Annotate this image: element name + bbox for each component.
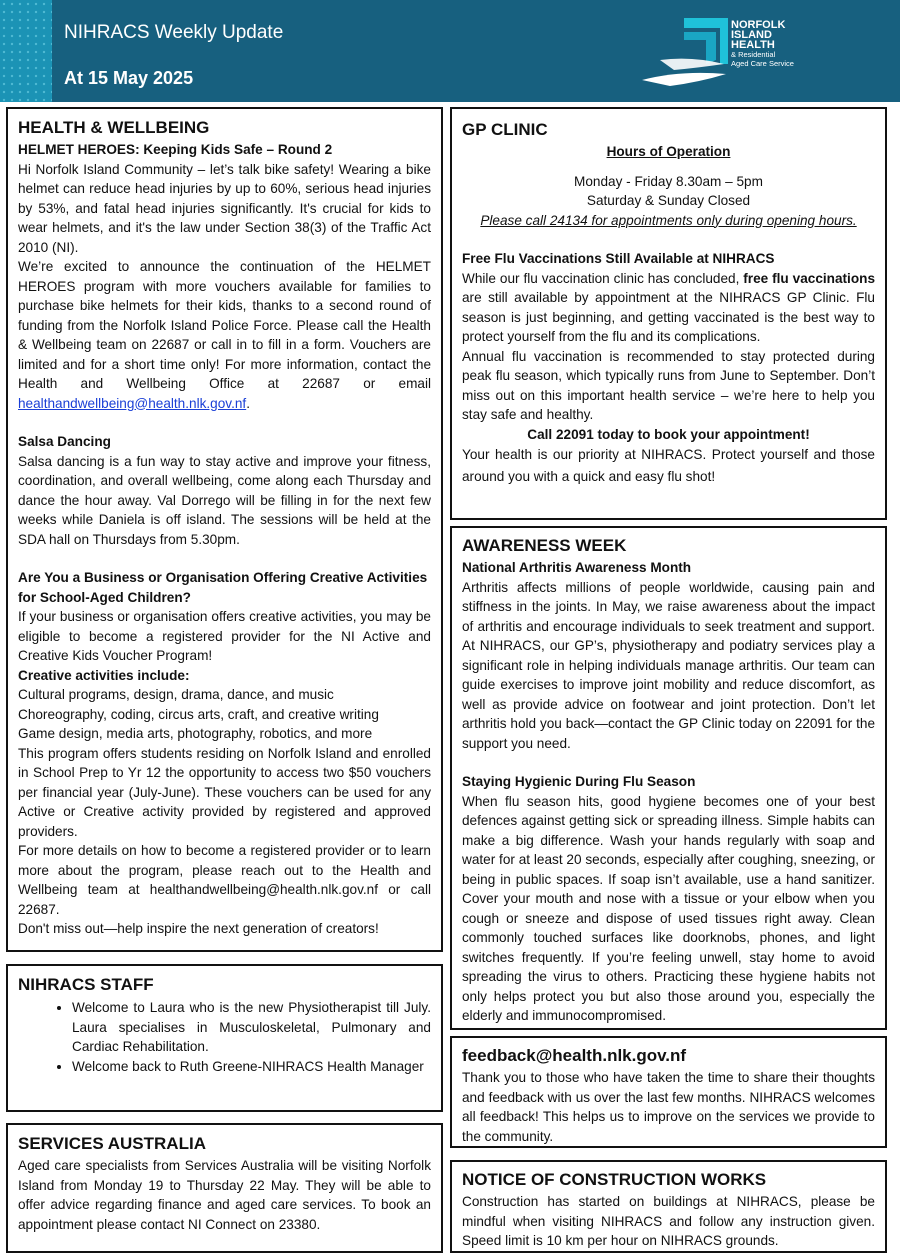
staff-section: [6, 964, 443, 1112]
logo-wordmark: NORFOLK ISLAND HEALTH & Residential Aged Care Service: [731, 19, 794, 68]
hours-title: Hours of Operation: [606, 144, 731, 159]
gp-clinic-section: [450, 107, 887, 520]
creative-paragraph-2: This program offers students residing on Norfolk Island and enrolled in School Prep to Yr 12 the opportunity to access two $50 vouchers per financial year (July-June). These vouchers can be used for any Active or Creative activity provided by registered and approved providers.: [18, 745, 431, 839]
feedback-section: [450, 1036, 887, 1148]
creative-paragraph-4: Don't miss out—help inspire the next generation of creators!: [18, 921, 379, 936]
wellbeing-email-link[interactable]: healthandwellbeing@health.nlk.gov.nf: [18, 395, 247, 411]
arthritis-paragraph: Arthritis affects millions of people worldwide, causing pain and stiffness in the joints. In May, we raise awareness about the impact of arthritis and encourage individuals to seek treatment and support. At NIHRACS, our GP’s, physiotherapy and podiatry services play a significant role in helping individuals manage arthritis. Our team can guide exercises to improve joint mobility and reduce discomfort, as well as provide advice on footwear and joint protection. Don’t let arthritis hold you back—contact the GP Clinic today on 22091 for the support you need.: [462, 579, 875, 751]
page-header: [0, 0, 900, 102]
section-heading: NIHRACS STAFF: [18, 975, 154, 994]
section-heading: SERVICES AUSTRALIA: [18, 1134, 206, 1153]
staff-item: • Welcome to Laura who is the new Physiotherapist till July. Laura specialises in Musculoskeletal, Pulmonary and Cardiac Rehabilitation.: [72, 998, 431, 1057]
flu-paragraph-3: Your health is our priority at NIHRACS. Protect yourself and those around you with a quick and easy flu shot!: [462, 447, 875, 484]
hours-note: Please call 24134 for appointments only during opening hours.: [480, 212, 857, 228]
feedback-paragraph: Thank you to those who have taken the time to share their thoughts and feedback with us over the last few months. NIHRACS welcomes all feedback! This helps us to improve on the services we provide to the community.: [462, 1070, 875, 1144]
helmet-heroes-paragraph-2: We’re excited to announce the continuation of the HELMET HEROES program with more vouchers available for families to purchase bike helmets for their kids, thanks to a second round of funding from the Norfolk Island Police Force. Please call the Health & Wellbeing team on 22687 or call in to fill in a form. Vouchers are limited and for a short time only! For more information, contact the Health and Wellbeing Office at 22687 or email healthandwellbeing@health.nlk.gov.nf.: [18, 259, 431, 411]
hygiene-paragraph: When flu season hits, good hygiene becomes one of your best defences against getting sick or spreading illness. Simple habits can make a big difference. Wash your hands regularly with soap and water for at least 20 seconds, especially after coughing, sneezing, or being in public spaces. If soap isn’t available, use a hand sanitizer. Cover your mouth and nose with a tissue or your elbow when you cough or sneeze and dispose of used tissues right away. Clean commonly touched surfaces like doorknobs, phones, and light switches frequently. If you’re feeling unwell, stay home to avoid spreading the virus to others. Practicing these hygiene habits not only helps protect you but also those around you, especially the elderly and immunocompromised.: [462, 793, 875, 1023]
creative-list-item: Choreography, coding, circus arts, craft, and creative writing: [18, 706, 379, 722]
staff-list: [18, 998, 431, 1076]
creative-title: Are You a Business or Organisation Offering Creative Activities for School-Aged Children?: [18, 570, 428, 605]
section-heading: AWARENESS WEEK: [462, 536, 627, 555]
staff-item: • Welcome back to Ruth Greene-NIHRACS Health Manager: [72, 1057, 431, 1077]
arthritis-title: National Arthritis Awareness Month: [462, 560, 692, 575]
hours-weekday: Monday - Friday 8.30am – 5pm: [574, 173, 763, 189]
creative-paragraph: If your business or organisation offers creative activities, you may be eligible to become a registered provider for the NI Active and Creative Kids Voucher Program!: [18, 609, 431, 663]
salsa-paragraph: Salsa dancing is a fun way to stay active and improve your fitness, coordination, and overall wellbeing, come along each Thursday and dance the hour away. Val Dorrego will be filling in for the next few weeks while Daniela is off island. The sessions will be held at the SDA hall on Thursdays from 5.30pm.: [18, 453, 431, 547]
newsletter-title: NIHRACS Weekly Update: [64, 22, 284, 43]
flu-paragraph-2: Annual flu vaccination is recommended to stay protected during peak flu season, which typically runs from June to September. Don’t miss out on this important health service – we’re here to help you stay safe and healthy.: [462, 348, 875, 422]
feedback-email-heading[interactable]: feedback@health.nlk.gov.nf: [462, 1046, 687, 1065]
creative-subtitle: Creative activities include:: [18, 667, 190, 683]
hours-weekend: Saturday & Sunday Closed: [586, 193, 751, 208]
helmet-heroes-title: HELMET HEROES: Keeping Kids Safe – Round 2: [18, 142, 333, 157]
construction-section: [450, 1160, 887, 1253]
section-heading: NOTICE OF CONSTRUCTION WORKS: [462, 1170, 767, 1189]
creative-paragraph-3: For more details on how to become a registered provider or to learn more about the program, please reach out to the Health and Wellbeing team at healthandwellbeing@health.nlk.gov.nf or call 22687.: [18, 843, 431, 917]
services-paragraph: Aged care specialists from Services Australia will be visiting Norfolk Island from Monday 19 to Thursday 22 May. They will be able to offer advice regarding finance and aged care services. To book an appointment please contact NI Connect on 23380.: [18, 1158, 431, 1232]
section-heading: GP CLINIC: [462, 120, 548, 139]
flu-title: Free Flu Vaccinations Still Available at NIHRACS: [462, 251, 775, 266]
creative-list-item: Cultural programs, design, drama, dance, and music: [18, 687, 334, 702]
flu-call-to-action: Call 22091 today to book your appointment!: [527, 426, 810, 442]
construction-paragraph: Construction has started on buildings at NIHRACS, please be mindful when visiting NIHRACS and follow any instruction given. Speed limit is 10 km per hour on NIHRACS grounds.: [462, 1194, 875, 1248]
awareness-week-section: [450, 526, 887, 1030]
section-heading: HEALTH & WELLBEING: [18, 118, 210, 137]
hygiene-title: Staying Hygienic During Flu Season: [462, 774, 696, 789]
creative-list-item: Game design, media arts, photography, robotics, and more: [18, 726, 373, 741]
flu-paragraph: While our flu vaccination clinic has concluded, free flu vaccinations are still available by appointment at the NIHRACS GP Clinic. Flu season is just beginning, and getting vaccinated is the best way to protect yourself from the flu and its complications.: [462, 270, 876, 344]
salsa-title: Salsa Dancing: [18, 434, 111, 449]
services-australia-section: [6, 1123, 443, 1253]
helmet-heroes-paragraph: Hi Norfolk Island Community – let’s talk bike safety! Wearing a bike helmet can reduce head injuries by up to 60%, serious head injuries by 53%, and fatal head injuries significantly. It's crucial for kids to wear helmets, and it's the law under Section 38(3) of the Traffic Act 2010 (NI).: [18, 161, 431, 255]
newsletter-date: At 15 May 2025: [64, 68, 194, 88]
health-wellbeing-section: [6, 107, 443, 952]
header-dot-pattern: [0, 0, 52, 102]
